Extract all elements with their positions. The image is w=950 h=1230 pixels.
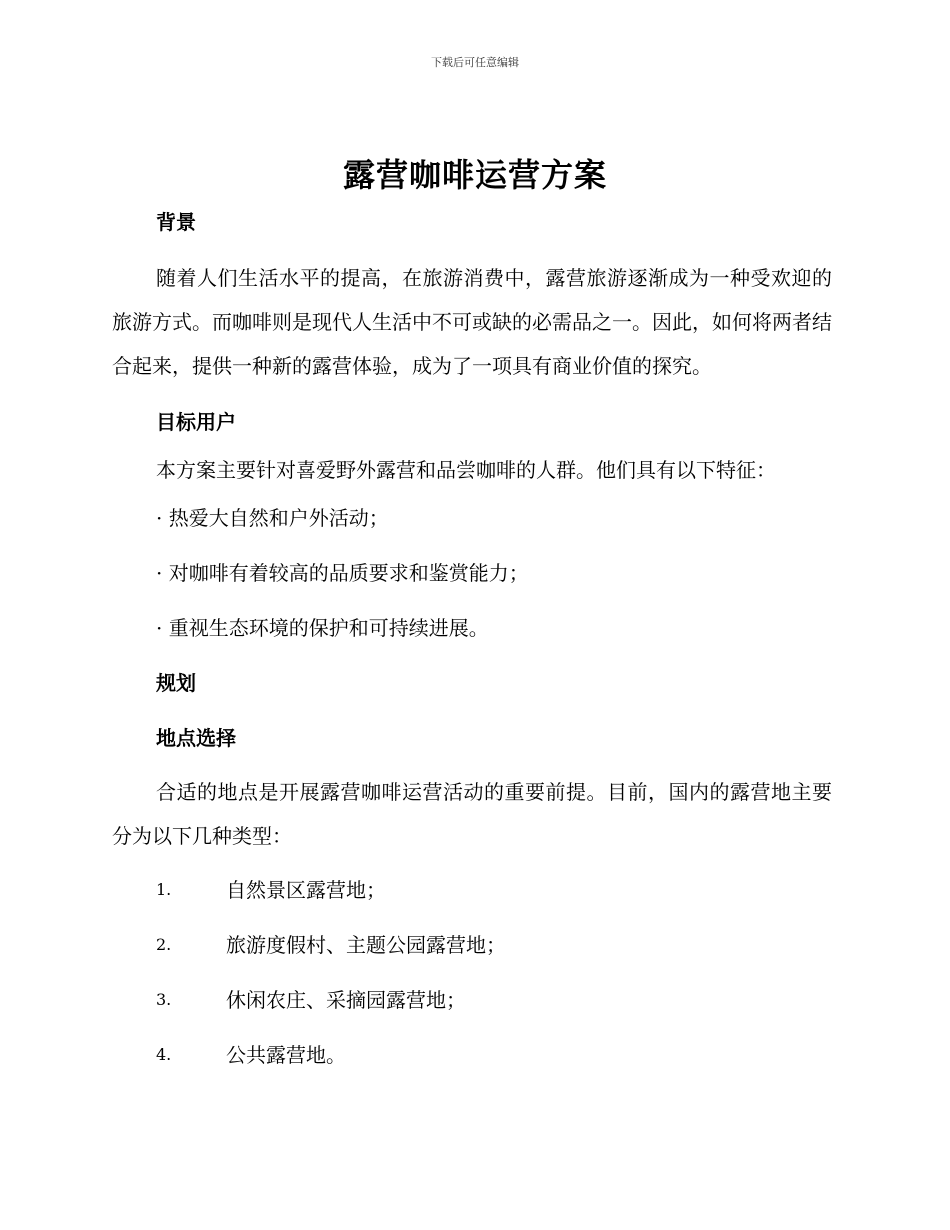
target-users-paragraph: 本方案主要针对喜爱野外露营和品尝咖啡的人群。他们具有以下特征： [156, 458, 776, 482]
document-body [112, 198, 832, 1069]
section-heading-plan: 规划 [156, 671, 196, 695]
section-heading-target-users: 目标用户 [156, 410, 236, 434]
bullet-item: · 热爱大自然和户外活动； [156, 506, 389, 530]
list-item-text: 公共露营地。 [226, 1043, 346, 1067]
background-paragraph: 随着人们生活水平的提高，在旅游消费中，露营旅游逐渐成为一种受欢迎的旅游方式。而咖啡则是现代人生活中不可或缺的必需品之一。因此，如何将两者结合起来，提供一种新的露营体验，成为了一项具有商业价值的探究。 [112, 266, 832, 378]
list-number: 4. [156, 1045, 172, 1064]
list-number: 1. [156, 880, 172, 899]
page-header-note: 下载后可任意编辑 [431, 56, 519, 69]
bullet-item: · 重视生态环境的保护和可持续进展。 [156, 616, 489, 640]
section-heading-location: 地点选择 [156, 726, 236, 750]
bullet-item: · 对咖啡有着较高的品质要求和鉴赏能力； [156, 561, 529, 585]
document-title: 露营咖啡运营方案 [342, 156, 607, 194]
location-paragraph: 合适的地点是开展露营咖啡运营活动的重要前提。目前，国内的露营地主要分为以下几种类型： [112, 780, 832, 848]
numbered-list-item [112, 1041, 832, 1069]
list-number: 2. [156, 935, 172, 954]
list-number: 3. [156, 990, 172, 1009]
numbered-list-item [112, 876, 832, 904]
numbered-list-item [112, 931, 832, 959]
list-item-text: 休闲农庄、采摘园露营地； [226, 988, 466, 1012]
numbered-list-item [112, 986, 832, 1014]
section-heading-background: 背景 [156, 210, 196, 234]
list-item-text: 旅游度假村、主题公园露营地； [226, 933, 506, 957]
list-item-text: 自然景区露营地； [226, 878, 386, 902]
